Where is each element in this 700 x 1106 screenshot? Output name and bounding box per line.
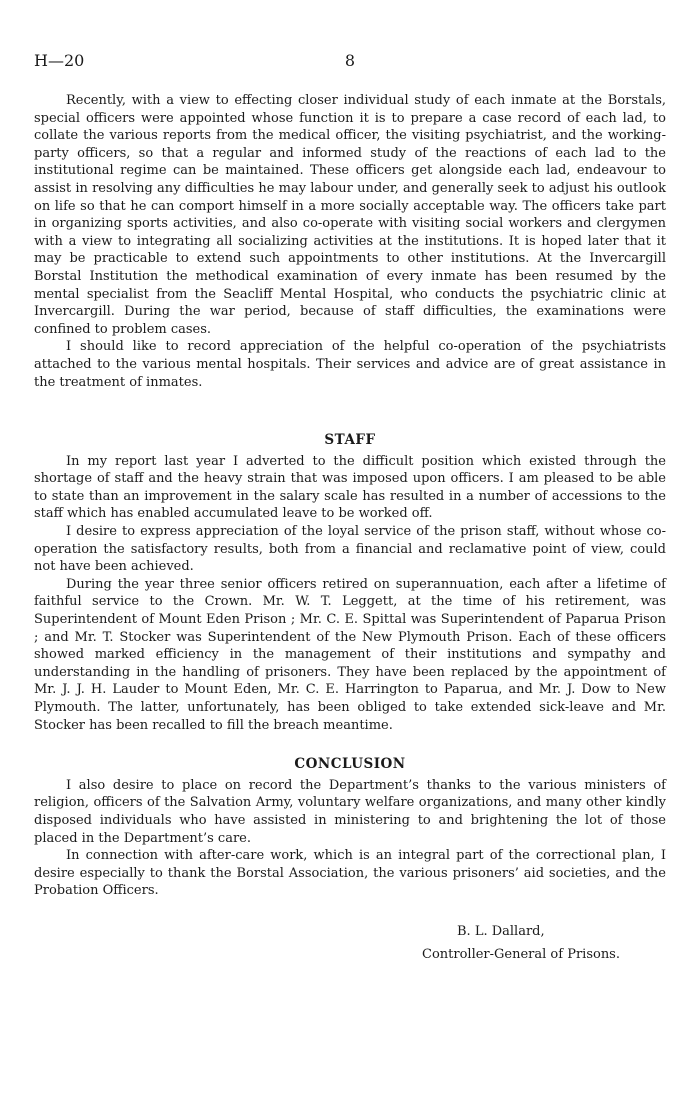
- section-heading-conclusion: CONCLUSION: [294, 756, 406, 773]
- paragraph-staff-shortage: In my report last year I adverted to the difficult position which existed through the shortage of staff and the heavy strain that was imposed upon officers. I am pleased to be able to state than an improvement in the salary scale has resulted in a number of accessions to the staff which has enabled accumulated leave to be worked off.: [34, 453, 666, 522]
- section-heading-staff: STAFF: [324, 432, 376, 449]
- paragraph-staff-appreciation: I desire to express appreciation of the loyal service of the prison staff, without whose co-operation the satisfactory results, both from a financial and reclamative point of view, could not have been achieved.: [34, 524, 666, 575]
- paragraph-borstal-officers: Recently, with a view to effecting closer individual study of each inmate at the Borstals, special officers were appointed whose function it is to prepare a case record of each lad, to collate the various reports from the medical officer, the visiting psychiatrist, and the working-party officers, so that a regular and informed study of the reactions of each lad to the institutional regime can be maintained. These officers get alongside each lad, endeavour to assist in resolving any difficulties he may labour under, and generally seek to adjust his outlook on life so that he can comport himself in a more socially acceptable way. The officers take part in organizing sports activities, and also co-operate with visiting social workers and clergymen with a view to integrating all socializing activities at the institutions. It is hoped later that it may be practicable to extend such appointments to other institutions. At the Invercargill Borstal Institution the methodical examination of every inmate has been resumed by the mental specialist from the Seacliff Mental Hospital, who conducts the psychiatric clinic at Invercargill. During the war period, because of staff difficulties, the examinations were confined to problem cases.: [34, 93, 666, 337]
- signature-block: [422, 920, 666, 966]
- page-body: [34, 92, 666, 966]
- paragraph-psychiatrists: I should like to record appreciation of the helpful co-operation of the psychiatrists attached to the various mental hospitals. Their services and advice are of great assistance in the treatment of inmates.: [34, 339, 666, 390]
- page-number: 8: [344, 51, 356, 70]
- page-header: [34, 51, 666, 73]
- paragraph-staff-retirements: During the year three senior officers retired on superannuation, each after a lifetime of faithful service to the Crown. Mr. W. T. Leggett, at the time of his retirement, was Superintendent of Mount Eden Prison ; Mr. C. E. Spittal was Superintendent of Paparua Prison ; and Mr. T. Stocker was Superintendent of the New Plymouth Prison. Each of these officers showed marked efficiency in the management of their institutions and sympathy and understanding in the handling of prisoners. They have been replaced by the appointment of Mr. J. J. H. Lauder to Mount Eden, Mr. C. E. Harrington to Paparua, and Mr. J. Dow to New Plymouth. The latter, unfortunately, has been obliged to take extended sick-leave and Mr. Stocker has been recalled to fill the breach meantime.: [34, 576, 666, 733]
- signatory-title: Controller-General of Prisons.: [422, 946, 620, 962]
- page-id: H—20: [34, 51, 85, 70]
- paragraph-conclusion-thanks: I also desire to place on record the Department’s thanks to the various ministers of religion, officers of the Salvation Army, voluntary welfare organizations, and many other kindly disposed individuals who have assisted in ministering to and brightening the lot of those placed in the Department’s care.: [34, 777, 666, 846]
- signatory-name: B. L. Dallard,: [457, 923, 545, 939]
- paragraph-conclusion-aftercare: In connection with after-care work, which is an integral part of the correctional plan, I desire especially to thank the Borstal Association, the various prisoners’ aid societies, and the Probation Officers.: [34, 848, 666, 899]
